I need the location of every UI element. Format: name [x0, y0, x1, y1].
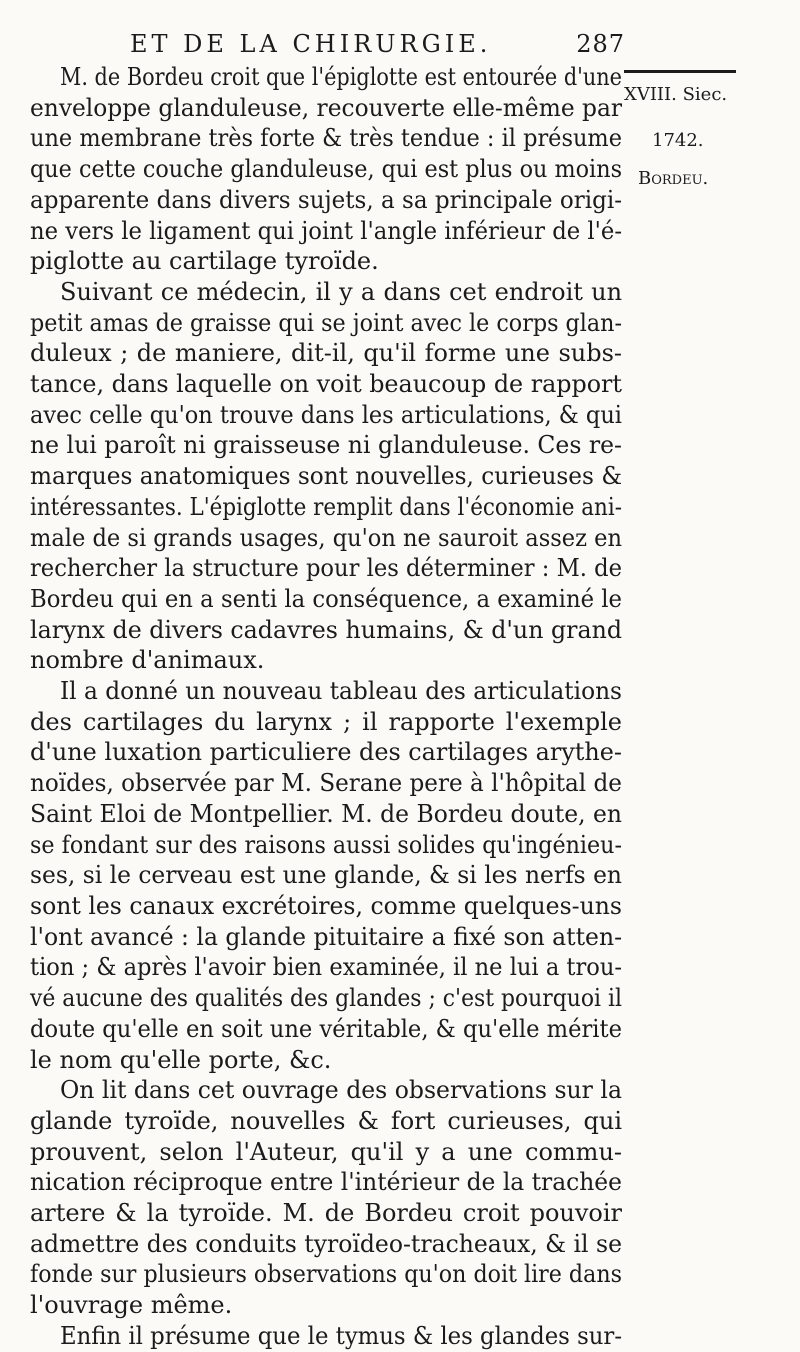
paragraph — [30, 62, 622, 277]
text-line: ne vers le ligament qui joint l'angle inférieur de l'é- — [30, 216, 623, 245]
text-line: prouvent, selon l'Auteur, qu'il y a une commu- — [30, 1137, 623, 1166]
text-line: se fondant sur des raisons aussi solides qu'ingénieu- — [30, 830, 622, 859]
text-line: enveloppe glanduleuse, recouverte elle-même par — [30, 93, 623, 122]
text-line: petit amas de graisse qui se joint avec le corps glan- — [30, 308, 623, 337]
text-line: le nom qu'elle porte, &c. — [30, 1045, 332, 1074]
text-line: d'une luxation particuliere des cartilages arythe- — [30, 738, 622, 767]
text-line: tance, dans laquelle on voit beaucoup de rapport — [30, 370, 623, 399]
text-line: une membrane très forte & très tendue : il présume — [30, 124, 622, 153]
paragraph — [30, 1075, 622, 1321]
text-line: intéressantes. L'épiglotte remplit dans l'économie ani- — [30, 492, 622, 521]
text-line: l'ouvrage même. — [30, 1291, 233, 1320]
text-line: des cartilages du larynx ; il rapporte l'exemple — [30, 707, 622, 736]
margin-author: Bordeu. — [638, 168, 709, 189]
text-line: glande tyroïde, nouvelles & fort curieuses, qui — [30, 1106, 623, 1135]
running-title: ET DE LA CHIRURGIE. — [130, 30, 492, 58]
text-line: ne lui paroît ni graisseuse ni glanduleuse. Ces re- — [30, 431, 623, 460]
text-line: Suivant ce médecin, il y a dans cet endroit un — [60, 277, 623, 306]
text-line: l'ont avancé : la glande pituitaire a fixé son atten- — [30, 922, 623, 951]
text-line: doute qu'elle en soit une véritable, & qu'elle mérite — [30, 1014, 622, 1043]
margin-century: XVIII. Siec. — [624, 84, 728, 105]
text-line: larynx de divers cadavres humains, & d'un grand — [30, 615, 623, 644]
text-line: tion ; & après l'avoir bien examinée, il ne lui a trou- — [30, 953, 623, 982]
page-header — [130, 24, 625, 64]
text-line: nombre d'animaux. — [30, 646, 265, 675]
text-line: fonde sur plusieurs observations qu'on doit lire dans — [30, 1260, 622, 1289]
margin-year: 1742. — [652, 130, 704, 151]
text-line: On lit dans cet ouvrage des observations sur la — [60, 1076, 622, 1105]
text-line: Enfin il présume que le tymus & les glandes sur- — [60, 1321, 623, 1350]
paragraph — [30, 1321, 622, 1352]
text-line: ses, si le cerveau est une glande, & si les nerfs en — [30, 861, 622, 890]
text-line: vé aucune des qualités des glandes ; c'est pourquoi il — [30, 984, 622, 1013]
text-line: sont les canaux excrétoires, comme quelques-uns — [30, 891, 622, 920]
page-number: 287 — [576, 30, 625, 58]
body-text — [30, 62, 622, 1352]
text-line: que cette couche glanduleuse, qui est plus ou moins — [30, 155, 623, 184]
text-line: piglotte au cartilage tyroïde. — [30, 247, 379, 276]
text-line: marques anatomiques sont nouvelles, curieuses & — [30, 462, 622, 491]
text-line: duleux ; de maniere, dit-il, qu'il forme une subs- — [30, 339, 623, 368]
text-line: nication réciproque entre l'intérieur de la trachée — [30, 1168, 622, 1197]
text-line: M. de Bordeu croit que l'épiglotte est entourée d'une — [60, 63, 623, 91]
paragraph — [30, 676, 622, 1075]
text-line: Bordeu qui en a senti la conséquence, a examiné le — [30, 584, 623, 613]
text-line: admettre des conduits tyroïdeo-tracheaux, & il se — [30, 1229, 622, 1258]
text-line: artere & la tyroïde. M. de Bordeu croit pouvoir — [30, 1199, 623, 1228]
text-line: male de si grands usages, qu'on ne sauroit assez en — [30, 523, 623, 552]
text-line: rechercher la structure pour les déterminer : M. de — [30, 554, 623, 583]
text-line: Il a donné un nouveau tableau des articulations — [60, 677, 623, 706]
text-line: noïdes, observée par M. Serane pere à l'hôpital de — [30, 769, 622, 798]
paragraph — [30, 277, 622, 676]
text-line: apparente dans divers sujets, a sa principale origi- — [30, 185, 622, 214]
text-line: avec celle qu'on trouve dans les articulations, & qui — [30, 400, 622, 429]
text-line: Saint Eloi de Montpellier. M. de Bordeu doute, en — [30, 799, 623, 828]
